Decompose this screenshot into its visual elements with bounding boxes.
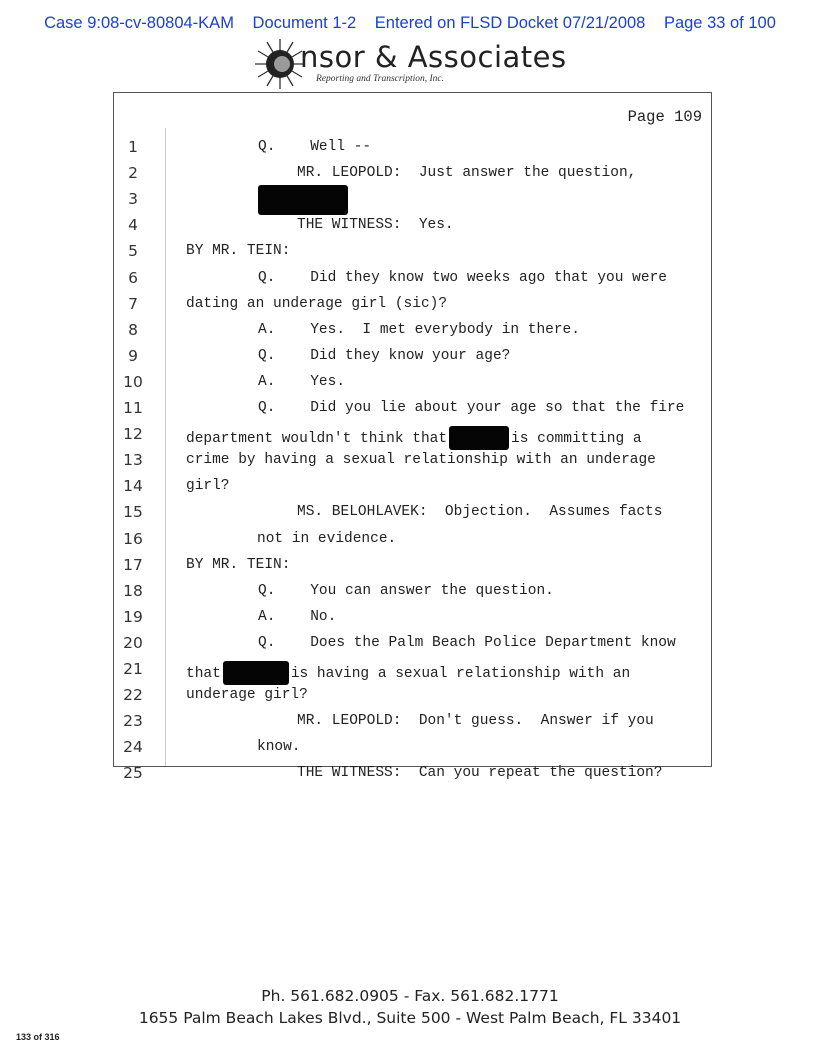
line-text-segment: underage girl?	[186, 687, 308, 704]
line-number: 17	[123, 555, 143, 574]
line-number: 15	[123, 503, 143, 522]
line-text-segment: Q. Well --	[258, 139, 372, 155]
line-text	[186, 557, 290, 573]
reporter-logo-name: nsor & Associates	[300, 40, 567, 74]
line-text-segment: dating an underage girl (sic)?	[186, 295, 448, 312]
line-number: 4	[128, 216, 138, 235]
footer-contact: Ph. 561.682.0905 - Fax. 561.682.1771	[261, 987, 559, 1005]
transcript-page-label: Page 109	[627, 108, 702, 126]
line-text-segment: MS. BELOHLAVEK: Objection. Assumes facts	[297, 504, 663, 521]
line-text	[297, 217, 454, 233]
transcript-line	[114, 736, 711, 762]
transcript-line	[114, 397, 711, 423]
line-text	[258, 609, 336, 625]
line-text	[257, 531, 396, 547]
line-number: 1	[128, 138, 138, 156]
line-number: 7	[128, 294, 138, 313]
transcript-line	[114, 580, 711, 606]
line-text	[297, 765, 662, 781]
line-number: 11	[123, 399, 143, 417]
line-number: 16	[123, 529, 143, 548]
transcript-line	[114, 475, 711, 501]
line-number: 23	[123, 712, 143, 731]
line-text-segment: Q. Did you lie about your age so that the fire	[258, 400, 685, 416]
transcript-line	[114, 136, 711, 162]
line-number: 9	[128, 346, 138, 365]
transcript-page	[113, 92, 712, 783]
line-text	[258, 635, 676, 651]
line-number: 10	[123, 372, 143, 391]
transcript-line	[114, 293, 711, 319]
redaction-box	[449, 426, 509, 450]
transcript-line	[114, 319, 711, 345]
line-text	[186, 478, 230, 494]
transcript-line	[114, 345, 711, 371]
docket-entry: Entered on FLSD Docket 07/21/2008	[374, 14, 646, 32]
line-text	[258, 322, 580, 338]
transcript-line	[114, 606, 711, 632]
line-text-segment: Q. Did they know your age?	[258, 347, 511, 364]
line-number: 14	[123, 477, 143, 496]
line-number: 13	[123, 451, 143, 470]
transcript-line	[114, 554, 711, 580]
line-text-segment: know.	[257, 739, 301, 756]
line-text	[186, 296, 447, 312]
line-number: 8	[128, 320, 138, 339]
line-text-segment: THE WITNESS: Yes.	[297, 217, 454, 234]
line-text-segment: BY MR. TEIN:	[186, 556, 291, 573]
line-text	[297, 165, 636, 181]
line-number: 21	[123, 660, 143, 678]
line-text	[258, 400, 684, 416]
line-text	[186, 452, 656, 468]
transcript-line	[114, 240, 711, 266]
line-text-segment: MR. LEOPOLD: Just answer the question,	[297, 165, 637, 182]
line-text	[258, 348, 510, 364]
transcript-line	[114, 214, 711, 240]
pdf-page-counter: 133 of 316	[16, 1032, 60, 1042]
transcript-line	[114, 762, 711, 788]
transcript-line	[114, 632, 711, 658]
line-number: 6	[128, 268, 138, 287]
transcript-line	[114, 188, 711, 214]
line-text-segment: department wouldn't think that	[186, 430, 448, 447]
line-text	[297, 504, 662, 520]
line-text	[186, 661, 630, 685]
redaction-box	[223, 661, 289, 685]
line-text	[258, 374, 345, 390]
footer-address: 1655 Palm Beach Lakes Blvd., Suite 500 - West Palm Beach, FL 33401	[138, 1009, 682, 1027]
line-text-segment: Q. Did they know two weeks ago that you were	[258, 269, 667, 286]
line-text-segment: A. Yes. I met everybody in there.	[258, 321, 580, 338]
transcript-line	[114, 162, 711, 188]
transcript-line	[114, 423, 711, 449]
line-number: 18	[123, 581, 143, 600]
line-text-segment: that	[186, 665, 221, 682]
line-number: 22	[123, 686, 143, 705]
reporter-logo-tagline: Reporting and Transcription, Inc.	[316, 74, 444, 84]
transcript-line	[114, 267, 711, 293]
line-number: 3	[128, 190, 138, 209]
logo-globe-icon	[254, 38, 306, 90]
transcript-line	[114, 710, 711, 736]
transcript-line	[114, 501, 711, 527]
line-text	[186, 243, 290, 259]
transcript-line	[114, 449, 711, 475]
case-number: Case 9:08-cv-80804-KAM	[44, 14, 234, 32]
line-text-segment: girl?	[186, 478, 230, 495]
line-text-segment: is having a sexual relationship with an	[290, 665, 631, 682]
transcript-line	[114, 684, 711, 710]
line-text-segment: crime by having a sexual relationship with an underage	[186, 452, 656, 469]
line-text	[186, 687, 308, 703]
line-number: 25	[123, 764, 143, 783]
line-text-segment: Q. You can answer the question.	[258, 582, 554, 599]
reporter-footer	[0, 985, 820, 1029]
line-text-segment: THE WITNESS: Can you repeat the question?	[297, 765, 663, 782]
redaction-box	[258, 185, 348, 215]
line-text-segment: is committing a	[511, 430, 642, 447]
line-number: 20	[123, 633, 143, 652]
line-number: 12	[123, 425, 143, 444]
line-text	[258, 270, 667, 286]
line-number: 24	[123, 738, 143, 757]
docket-page-number: Page 33 of 100	[663, 14, 776, 32]
line-text-segment: BY MR. TEIN:	[186, 243, 291, 260]
line-text	[258, 583, 554, 599]
line-number: 2	[128, 164, 138, 183]
line-text-segment: MR. LEOPOLD: Don't guess. Answer if you	[297, 713, 654, 730]
line-text-segment: not in evidence.	[257, 530, 397, 547]
line-text	[257, 739, 301, 755]
line-text-segment: A. No.	[258, 608, 337, 625]
transcript-line	[114, 658, 711, 684]
line-text	[186, 426, 642, 450]
document-number: Document 1-2	[252, 14, 357, 32]
docket-header	[0, 14, 820, 33]
reporter-logo	[250, 38, 570, 90]
line-text-segment: A. Yes.	[258, 373, 346, 390]
line-text	[258, 139, 371, 155]
line-number: 5	[128, 242, 138, 261]
transcript-line	[114, 528, 711, 554]
transcript-line	[114, 371, 711, 397]
line-text	[297, 713, 654, 729]
line-number: 19	[123, 607, 143, 626]
line-text-segment: Q. Does the Palm Beach Police Department know	[258, 634, 676, 651]
